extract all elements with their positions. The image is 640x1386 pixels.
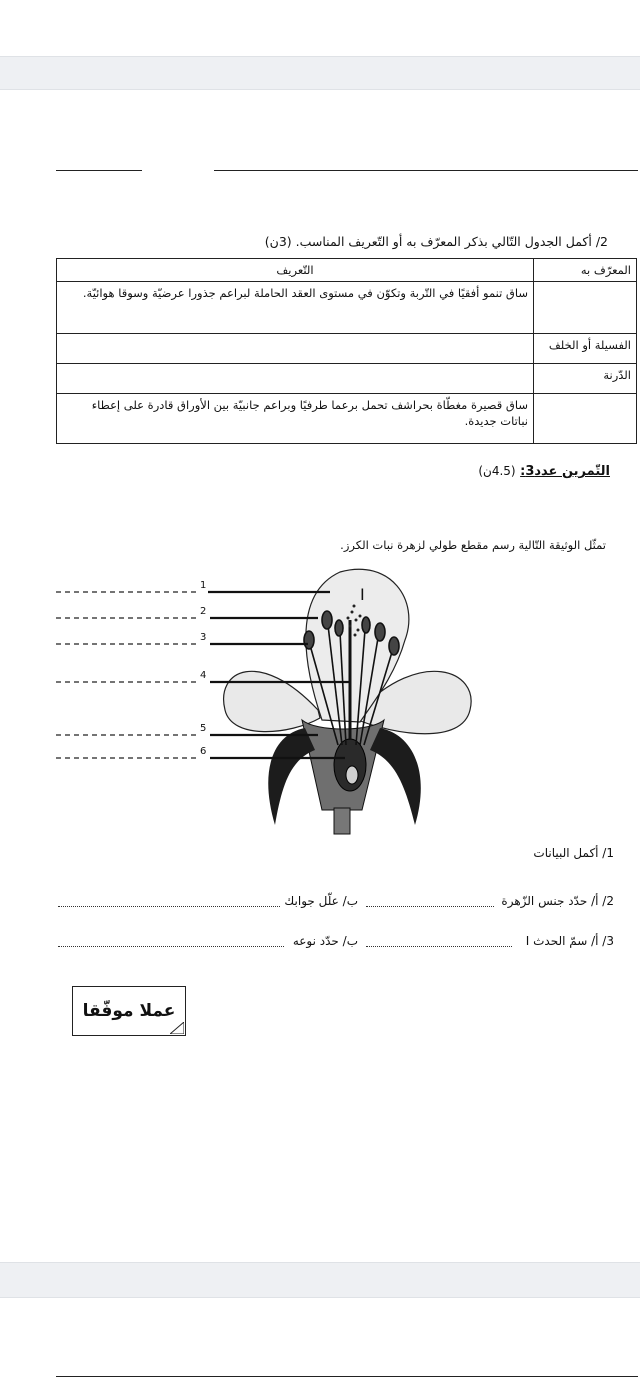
header-term: المعرّف به xyxy=(534,259,637,282)
answer-line-2b xyxy=(58,906,280,907)
exercise3-title xyxy=(478,464,610,479)
header-rule-right xyxy=(214,170,638,171)
sepal-right xyxy=(370,728,421,825)
question-3a: 3/ أ/ سمّ الحدث I xyxy=(525,934,614,948)
ovule xyxy=(346,766,358,784)
row4-term xyxy=(534,394,637,444)
row2-definition xyxy=(57,334,534,364)
header-definition: التّعريف xyxy=(57,259,534,282)
definitions-table xyxy=(56,258,637,444)
label-answer-lines xyxy=(56,592,200,758)
label-3: 3 xyxy=(200,632,207,643)
row4-definition: ساق قصيرة مغطّاة بحراشف تحمل برعما طرفيًا وبراعم جانبيّة بين الأوراق قادرة على إعطاء نباتات جديدة. xyxy=(57,394,534,444)
footer-rule xyxy=(56,1376,638,1377)
table-header-row xyxy=(57,259,637,282)
row1-definition: ساق تنمو أفقيًا في التّربة وتكوّن في مستوى العقد الحاملة لبراعم جذورا عرضيّة وسوقا هوائيّة. xyxy=(57,282,534,334)
row3-term: الدّرنة xyxy=(534,364,637,394)
table-instruction: 2/ أكمل الجدول التّالي بذكر المعرّف به أو التّعريف المناسب. (3ن) xyxy=(264,234,608,249)
closing-box-fold-icon xyxy=(170,1022,184,1034)
label-numbers xyxy=(200,580,206,757)
label-4: 4 xyxy=(200,670,207,681)
top-gray-band xyxy=(0,56,640,90)
table-row xyxy=(57,394,637,444)
question-2a: 2/ أ/ حدّد جنس الزّهرة xyxy=(501,894,614,908)
label-2: 2 xyxy=(200,606,207,617)
row2-term: الفسيلة أو الخلف xyxy=(534,334,637,364)
table-row xyxy=(57,364,637,394)
peduncle xyxy=(334,808,350,834)
answer-line-2a xyxy=(366,906,494,907)
question-2b: ب/ علّل جوابك xyxy=(284,894,358,908)
row3-definition xyxy=(57,364,534,394)
answer-line-3a xyxy=(366,946,512,947)
bottom-gray-band xyxy=(0,1262,640,1298)
event-mark-I: I xyxy=(360,585,365,604)
sepal-left xyxy=(268,728,315,825)
label-1: 1 xyxy=(200,580,207,591)
label-5: 5 xyxy=(200,723,207,734)
table-row xyxy=(57,282,637,334)
exercise3-points: (4.5ن) xyxy=(478,464,516,478)
header-rule-left xyxy=(56,170,142,171)
answer-line-3b xyxy=(58,946,284,947)
label-6: 6 xyxy=(200,746,207,757)
cherry-flower-diagram xyxy=(0,560,640,840)
question-3b: ب/ حدّد نوعه xyxy=(292,934,358,948)
exercise3-heading: التّمرين عدد3: xyxy=(520,464,610,479)
closing-box: عملا موفّقا xyxy=(72,986,186,1036)
row1-term xyxy=(534,282,637,334)
table-row xyxy=(57,334,637,364)
exercise3-intro: تمثّل الوثيقة التّالية رسم مقطع طولي لزهرة نبات الكرز. xyxy=(340,538,606,552)
question-1: 1/ أكمل البيانات xyxy=(533,846,614,860)
